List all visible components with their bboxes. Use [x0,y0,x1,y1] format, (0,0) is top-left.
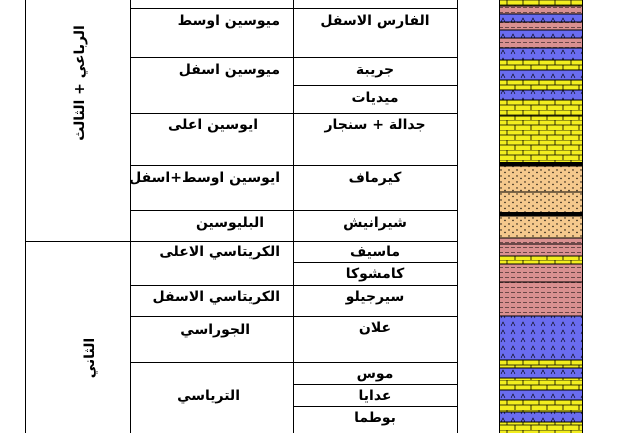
divider [293,406,457,407]
divider [457,0,458,433]
divider [25,0,26,433]
divider [293,384,457,385]
formation-label: ميديات [351,90,399,106]
divider [293,165,457,166]
formation-label: شيرانيش [343,215,407,231]
divider [130,8,293,9]
epoch-label: الكريتاسي الاعلى [159,244,280,260]
formation-label: ماسيف [349,244,401,260]
divider [293,57,457,58]
divider [130,285,293,286]
formation-label: علان [358,320,392,336]
epoch-label: ايوسين اوسط+اسفل [129,170,280,186]
epoch-label: الترياسي [177,388,240,404]
epoch-label: ايوسين اعلى [167,117,258,133]
formation-label: جريبة [355,62,395,78]
divider [130,0,131,433]
formation-label: بوطما [354,410,396,426]
divider [293,316,457,317]
epoch-label: ميوسين اسفل [178,62,280,78]
divider [293,210,457,211]
divider [130,210,293,211]
divider [25,241,130,242]
formation-label: عدايا [358,388,392,404]
epoch-label: الجوراسي [180,322,250,338]
epoch-label: الكريتاسي الاسفل [152,289,280,305]
formation-label: كيرماف [348,170,402,186]
formation-label: الفارس الاسفل [320,13,430,29]
divider [130,316,293,317]
epoch-label: البليوسين [195,215,264,231]
era-label-mesozoic: الثاني [82,337,98,379]
divider [130,113,293,114]
divider [293,113,457,114]
formation-label: كامشوكا [345,266,405,282]
era-label-tertiary-quaternary: الرباعي + الثالث [72,25,88,141]
formation-label: سيرجيلو [345,289,405,305]
divider [293,262,457,263]
divider [130,165,293,166]
formation-label: موس [356,366,394,382]
formation-label: جدالة + سنجار [324,117,426,133]
lithology-column [499,0,583,433]
divider [293,85,457,86]
divider [293,8,457,9]
divider [293,285,457,286]
divider [293,362,457,363]
divider [293,0,294,433]
divider [130,57,293,58]
divider [130,241,293,242]
epoch-label: ميوسين اوسط [177,13,280,29]
divider [130,362,293,363]
divider [293,241,457,242]
